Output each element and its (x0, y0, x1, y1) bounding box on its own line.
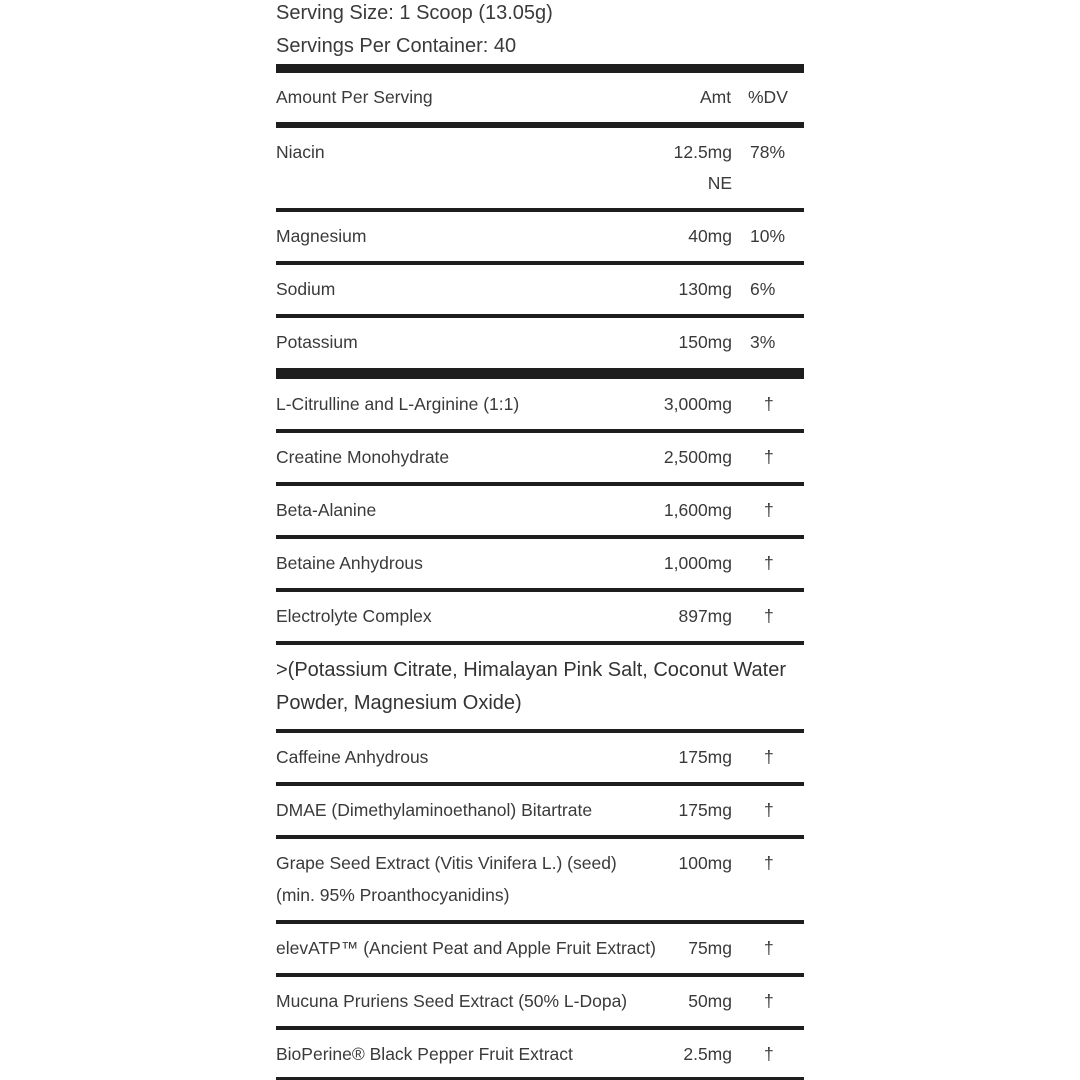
ingredient-name: L-Citrulline and L-Arginine (1:1) (276, 394, 520, 414)
ingredient-row (276, 985, 804, 1017)
ingredient-row (276, 388, 804, 420)
serving-size: Serving Size: 1 Scoop (13.05g) (276, 2, 553, 24)
dagger-mark: † (764, 1044, 774, 1064)
thick-divider (276, 368, 804, 379)
row-divider (276, 782, 804, 786)
row-divider (276, 729, 804, 733)
dagger-mark: † (764, 606, 774, 626)
amount-per-serving-label: Amount Per Serving (276, 87, 433, 107)
amt-column-label: Amt (700, 87, 732, 107)
ingredient-name: DMAE (Dimethylaminoethanol) Bitartrate (276, 800, 593, 820)
nutrient-amount: 40mg (688, 226, 732, 246)
dagger-mark: † (764, 553, 774, 573)
nutrient-dv: 6% (750, 279, 776, 299)
ingredient-amount: 897mg (678, 606, 732, 626)
medium-divider (276, 122, 804, 128)
ingredient-amount: 2.5mg (683, 1044, 732, 1064)
nutrient-row-niacin (276, 136, 804, 206)
ingredient-name: Grape Seed Extract (Vitis Vinifera L.) (seed) (min. 95% Proanthocyanidins) (276, 853, 617, 905)
electrolyte-complex-note: >(Potassium Citrate, Himalayan Pink Salt, Coconut Water Powder, Magnesium Oxide) (276, 659, 787, 714)
dagger-mark: † (764, 991, 774, 1011)
row-divider (276, 535, 804, 539)
ingredient-amount: 50mg (688, 991, 732, 1011)
row-divider (276, 261, 804, 265)
nutrient-amount: 130mg (678, 279, 732, 299)
ingredient-name: Betaine Anhydrous (276, 553, 423, 573)
nutrient-name: Magnesium (276, 226, 367, 246)
ingredient-name: Creatine Monohydrate (276, 447, 450, 467)
nutrient-dv: 10% (750, 226, 786, 246)
nutrient-name: Sodium (276, 279, 336, 299)
row-divider (276, 482, 804, 486)
dagger-mark: † (764, 853, 774, 873)
ingredient-amount: 100mg (678, 853, 732, 873)
row-divider (276, 429, 804, 433)
ingredient-row (276, 932, 804, 964)
nutrient-dv: 78% (750, 142, 786, 162)
dagger-mark: † (764, 938, 774, 958)
column-header-row (276, 81, 804, 113)
dv-column-label: %DV (748, 87, 788, 107)
nutrient-row-magnesium (276, 220, 804, 252)
ingredient-amount: 2,500mg (663, 447, 732, 467)
ingredient-amount: 175mg (678, 800, 732, 820)
dagger-mark: † (764, 500, 774, 520)
row-divider (276, 314, 804, 318)
nutrient-amount: 150mg (678, 332, 732, 352)
dagger-mark: † (764, 747, 774, 767)
row-divider (276, 973, 804, 977)
row-divider (276, 835, 804, 839)
ingredient-amount: 175mg (678, 747, 732, 767)
dagger-mark: † (764, 447, 774, 467)
ingredient-name: Caffeine Anhydrous (276, 747, 429, 767)
nutrient-name: Niacin (276, 142, 325, 162)
servings-per-container: Servings Per Container: 40 (276, 35, 517, 57)
ingredient-row (276, 1038, 804, 1070)
ingredient-amount: 3,000mg (663, 394, 732, 414)
ingredient-row (276, 794, 804, 826)
ingredient-row (276, 494, 804, 526)
thick-divider (276, 64, 804, 73)
ingredient-amount: 75mg (688, 938, 732, 958)
row-divider (276, 208, 804, 212)
nutrient-name: Potassium (276, 332, 358, 352)
nutrient-row-sodium (276, 273, 804, 305)
ingredient-name: elevATP™ (Ancient Peat and Apple Fruit Extract) (276, 938, 656, 958)
dagger-mark: † (764, 394, 774, 414)
row-divider (276, 1026, 804, 1030)
row-divider (276, 588, 804, 592)
ingredient-amount: 1,600mg (663, 500, 732, 520)
row-divider (276, 641, 804, 645)
ingredient-name: Mucuna Pruriens Seed Extract (50% L-Dopa) (276, 991, 628, 1011)
dagger-mark: † (764, 800, 774, 820)
ingredient-name: Electrolyte Complex (276, 606, 432, 626)
ingredient-row (276, 847, 804, 913)
ingredient-row (276, 547, 804, 579)
ingredient-name: BioPerine® Black Pepper Fruit Extract (276, 1044, 573, 1064)
ingredient-row (276, 600, 804, 632)
nutrient-amount: 12.5mg NE (673, 142, 732, 193)
nutrient-row-potassium (276, 326, 804, 358)
row-divider (276, 920, 804, 924)
ingredient-amount: 1,000mg (663, 553, 732, 573)
ingredient-name: Beta-Alanine (276, 500, 377, 520)
nutrient-dv: 3% (750, 332, 776, 352)
ingredient-row (276, 441, 804, 473)
ingredient-row (276, 741, 804, 773)
